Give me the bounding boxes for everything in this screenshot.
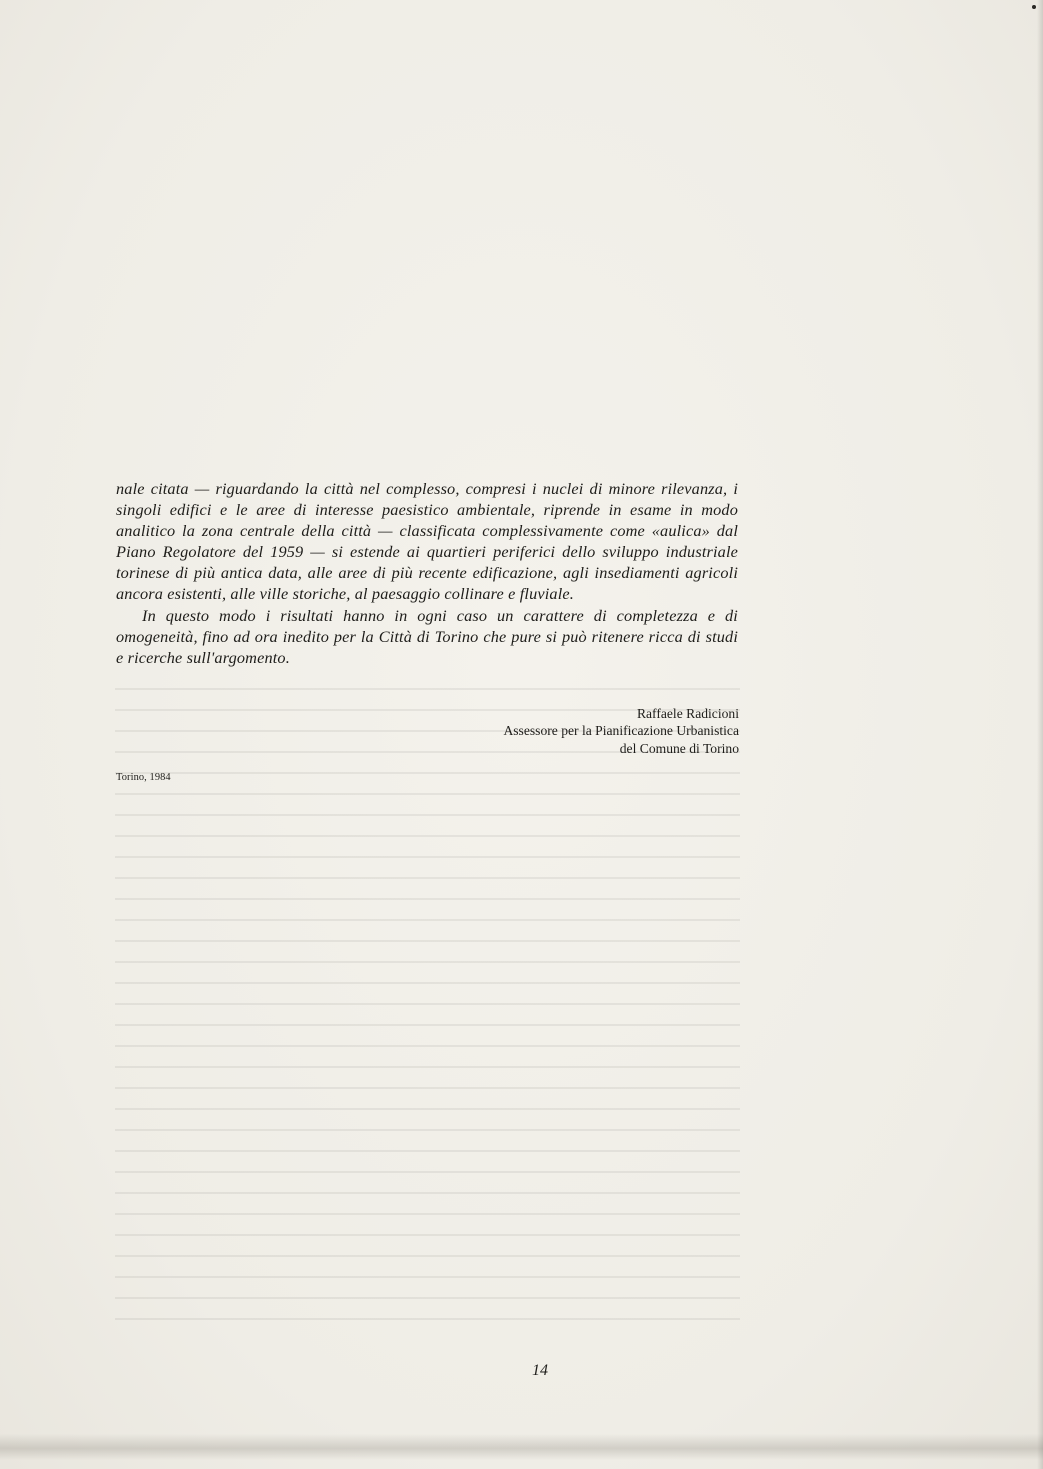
- signatory-name: Raffaele Radicioni: [636, 706, 739, 721]
- signatory-institution: del Comune di Torino: [619, 740, 739, 756]
- paragraph-continuation: nale citata — riguardando la città nel complesso, compresi i nuclei di minore rilevanza, i singoli edifici e le aree di interesse paesistico ambientale, riprende in esame in modo analitico la zona centrale della città — classificata complessivamente come «aulica» dal Piano Regolatore del 1959 — si estende ai quartieri periferici dello sviluppo industriale torinese di più antica data, alle aree di più recente edificazione, agli insediamenti agricoli ancora esistenti, alle ville storiche, al paesaggio collinare e fluviale.: [116, 479, 738, 604]
- signature-block: [319, 705, 739, 757]
- page-number: 14: [532, 1362, 548, 1379]
- signatory-role: Assessore per la Pianificazione Urbanistica: [503, 723, 739, 739]
- place-date: Torino, 1984: [116, 772, 171, 783]
- paragraph-conclusion: In questo modo i risultati hanno in ogni caso un carattere di completezza e di omogeneità, fino ad ora inedito per la Città di Torino che pure si può ritenere ricca di studi e ricerche sull'argomento.: [116, 605, 738, 667]
- body-text: [116, 478, 738, 668]
- show-through-text: [115, 688, 740, 1338]
- page-edge-shadow: [1037, 0, 1043, 1469]
- corner-mark: [1032, 5, 1036, 9]
